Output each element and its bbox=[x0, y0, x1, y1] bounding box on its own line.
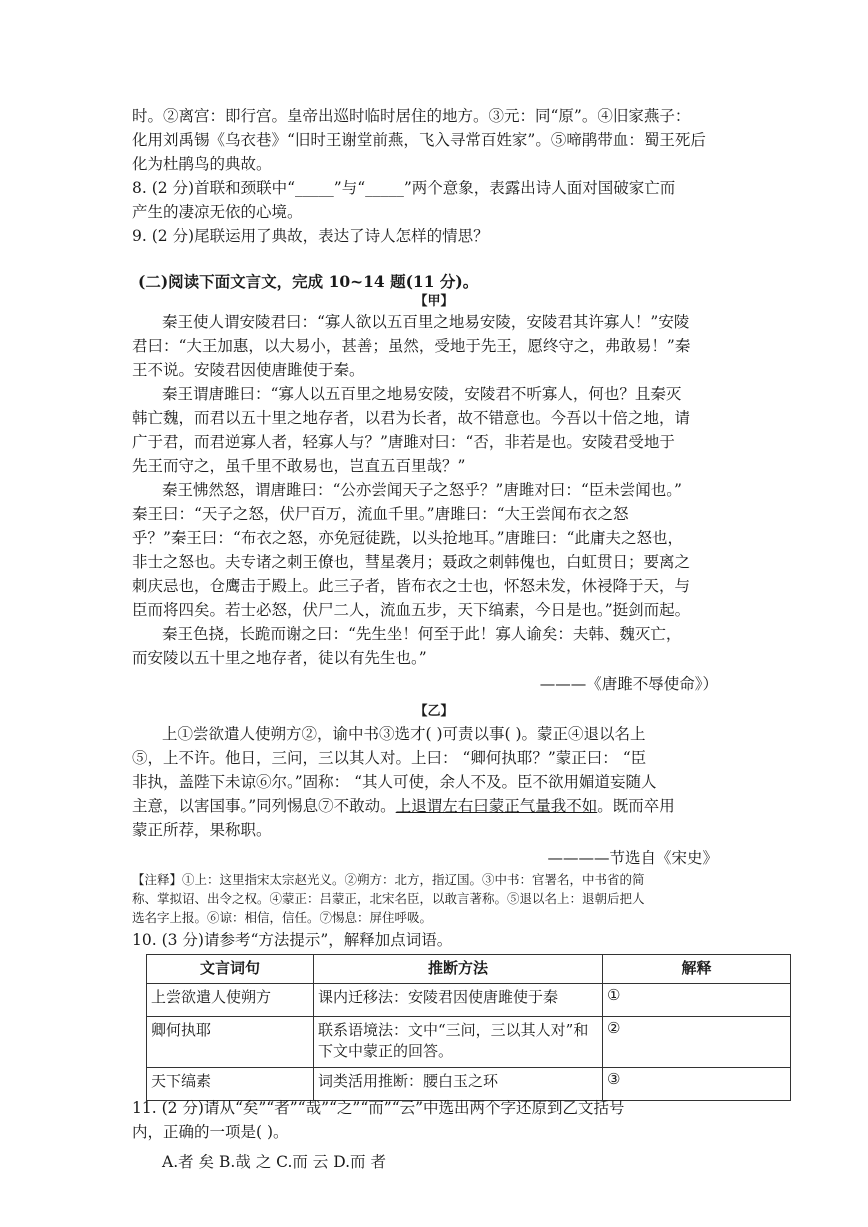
table-cell: 课内迁移法：安陵君因使唐雎使于秦 bbox=[314, 984, 603, 1017]
passage-a-text: 韩亡魏，而君以五十里之地存者，以君为长者，故不错意也。今吾以十倍之地，请 bbox=[132, 409, 691, 427]
question-10-table bbox=[146, 954, 791, 1101]
passage-a-label: 【甲】 bbox=[414, 294, 454, 309]
table-cell: 上尝欲遣人使朔方 bbox=[147, 984, 314, 1017]
question-11: 11. (2 分)请从“矣”“者”“哉”“之”“而”“云”中选出两个字还原到乙文括号 bbox=[132, 1099, 625, 1117]
passage-a-text: 臣而将四矣。若士必怒，伏尸二人，流血五步，天下缟素，今日是也。”挺剑而起。 bbox=[132, 601, 691, 619]
passage-b-text: 非执，盖陛下未谅⑥尔。”固称： “其人可使，余人不及。臣不欲用媚道妄随人 bbox=[132, 773, 657, 791]
table-cell: 天下缟素 bbox=[147, 1068, 314, 1101]
passage-a-text: 王不说。安陵君因使唐雎使于秦。 bbox=[132, 361, 365, 379]
question-8: 8. (2 分)首联和颈联中“_____”与“_____”两个意象，表露出诗人面对国破家亡而 bbox=[132, 179, 676, 197]
table-header-row bbox=[147, 955, 791, 984]
annotation-text: 化用刘禹锡《乌衣巷》“旧时王谢堂前燕，飞入寻常百姓家”。⑤啼鹃带血：蜀王死后 bbox=[132, 131, 706, 149]
footnotes: 称、掌拟诏、出令之权。④蒙正：吕蒙正，北宋名臣，以敢言著称。⑤退以名上：退朝后把人 bbox=[132, 891, 645, 906]
passage-a-text: 刺庆忌也，仓鹰击于殿上。此三子者，皆布衣之士也，怀怒未发，休祲降于天，与 bbox=[132, 577, 691, 595]
passage-b-text: 主意，以害国事。”同列惕息⑦不敢动。上退谓左右曰蒙正气量我不如。既而卒用 bbox=[132, 797, 675, 815]
passage-a-text: 广于君，而君逆寡人者，轻寡人与？”唐雎对曰：“否，非若是也。安陵君受地于 bbox=[132, 433, 675, 451]
question-11-cont: 内，正确的一项是( )。 bbox=[132, 1123, 289, 1141]
footnotes: 选名字上报。⑥谅：相信，信任。⑦惕息：屏住呼吸。 bbox=[132, 910, 433, 925]
passage-b-text: 上①尝欲遣人使朔方②，谕中书③选才( )可责以事( )。蒙正④退以名上 bbox=[162, 725, 646, 743]
answer-cell[interactable]: ② bbox=[603, 1017, 791, 1068]
table-header: 推断方法 bbox=[314, 955, 603, 984]
passage-b-label: 【乙】 bbox=[414, 704, 454, 719]
underlined-sentence: 上退谓左右曰蒙正气量我不如 bbox=[395, 797, 598, 815]
question-11-options: A.者 矣 B.哉 之 C.而 云 D.而 者 bbox=[162, 1153, 386, 1171]
passage-a-text: 先王而守之，虽千里不敢易也，岂直五百里哉？” bbox=[132, 457, 466, 475]
passage-a-text: 君曰：“大王加惠，以大易小，甚善；虽然，受地于先王，愿终守之，弗敢易！”秦 bbox=[132, 337, 691, 355]
passage-a-text: 乎？”秦王曰：“布衣之怒，亦免冠徒跣，以头抢地耳。”唐雎曰：“此庸夫之怒也， bbox=[132, 529, 683, 547]
section-heading: (二)阅读下面文言文，完成 10~14 题(11 分)。 bbox=[138, 272, 479, 291]
footnotes: 【注释】①上：这里指宋太宗赵光义。②朔方：北方，指辽国。③中书：官署名，中书省的简 bbox=[132, 872, 645, 887]
passage-a-text: 秦王色挠，长跪而谢之曰：“先生坐！何至于此！寡人谕矣：夫韩、魏灭亡， bbox=[162, 625, 682, 643]
annotation-text: 时。②离宫：即行宫。皇帝出巡时临时居住的地方。③元：同“原”。④旧家燕子： bbox=[132, 107, 691, 125]
table-cell: 联系语境法：文中“三问，三以其人对”和下文中蒙正的回答。 bbox=[314, 1017, 603, 1068]
table-cell: 词类活用推断：腰白玉之环 bbox=[314, 1068, 603, 1101]
table-header: 文言词句 bbox=[147, 955, 314, 984]
passage-a-text: 秦王曰：“天子之怒，伏尸百万，流血千里。”唐雎曰：“大王尝闻布衣之怒 bbox=[132, 505, 629, 523]
table-row bbox=[147, 1017, 791, 1068]
passage-a-text: 非士之怒也。夫专诸之刺王僚也，彗星袭月；聂政之刺韩傀也，白虹贯日；要离之 bbox=[132, 553, 691, 571]
passage-a-source: ———《唐雎不辱使命》） bbox=[539, 675, 718, 693]
passage-a-text: 秦王怫然怒，谓唐雎曰：“公亦尝闻天子之怒乎？”唐雎对曰：“臣未尝闻也。” bbox=[162, 481, 682, 499]
question-10: 10. (3 分)请参考“方法提示”，解释加点词语。 bbox=[132, 931, 453, 949]
answer-cell[interactable]: ③ bbox=[603, 1068, 791, 1101]
table-header: 解释 bbox=[603, 955, 791, 984]
passage-b-text: ⑤，上不许。他日，三问，三以其人对。上曰： “卿何执耶？”蒙正曰： “臣 bbox=[132, 749, 647, 767]
table-cell: 卿何执耶 bbox=[147, 1017, 314, 1068]
question-8-cont: 产生的凄凉无依的心境。 bbox=[132, 203, 303, 221]
passage-a-text: 秦王谓唐雎曰：“寡人以五百里之地易安陵，安陵君不听寡人，何也？且秦灭 bbox=[162, 385, 682, 403]
passage-a-text: 而安陵以五十里之地存者，徒以有先生也。” bbox=[132, 649, 427, 667]
passage-b-source: ————节选自《宋史》 bbox=[547, 849, 718, 867]
passage-a-text: 秦王使人谓安陵君曰：“寡人欲以五百里之地易安陵，安陵君其许寡人！”安陵 bbox=[162, 313, 690, 331]
table-row bbox=[147, 984, 791, 1017]
annotation-text: 化为杜鹃鸟的典故。 bbox=[132, 155, 272, 173]
passage-b-text: 蒙正所荐，果称职。 bbox=[132, 821, 272, 839]
answer-cell[interactable]: ① bbox=[603, 984, 791, 1017]
question-9: 9. (2 分)尾联运用了典故，表达了诗人怎样的情思？ bbox=[132, 227, 489, 245]
